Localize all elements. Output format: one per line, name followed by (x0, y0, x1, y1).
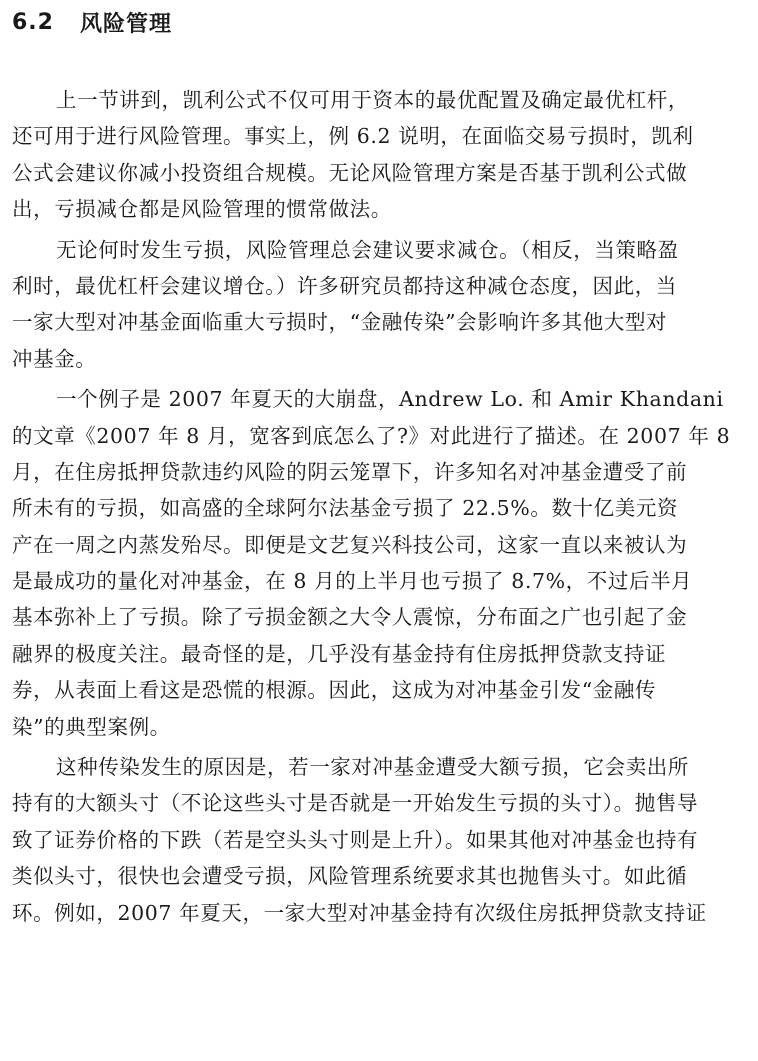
text-line: 公式会建议你减小投资组合规模。无论风险管理方案是否基于凯利公式做 (12, 160, 688, 185)
text-line: 产在一周之内蒸发殆尽。即便是文艺复兴科技公司，这家一直以来被认为 (12, 532, 688, 557)
text-line: 持有的大额头寸（不论这些头寸是否就是一开始发生亏损的头寸）。抛售导 (12, 791, 699, 816)
text-line: 染”的典型案例。 (12, 714, 171, 739)
text-line: 融界的极度关注。最奇怪的是，几乎没有基金持有住房抵押贷款支持证 (12, 641, 667, 666)
paragraph (12, 82, 752, 228)
text-line: 利时，最优杠杆会建议增仓。）许多研究员都持这种减仓态度，因此，当 (12, 273, 677, 298)
text-line: 是最成功的量化对冲基金，在 8 月的上半月也亏损了 8.7%，不过后半月 (12, 569, 693, 594)
text-line: 所未有的亏损，如高盛的全球阿尔法基金亏损了 22.5%。数十亿美元资 (12, 496, 679, 521)
paragraph (12, 381, 752, 745)
paragraph (12, 749, 752, 931)
section-title: 风险管理 (79, 11, 172, 37)
text-line: 上一节讲到，凯利公式不仅可用于资本的最优配置及确定最优杠杆， (56, 88, 689, 112)
text-line: 冲基金。 (12, 346, 97, 371)
section-number: 6.2 (12, 9, 54, 35)
paragraph (12, 232, 752, 378)
text-line: 的文章《2007 年 8 月，宽客到底怎么了?》对此进行了描述。在 2007 年 8 (12, 423, 731, 448)
text-line: 环。例如，2007 年夏天，一家大型对冲基金持有次级住房抵押贷款支持证 (12, 900, 707, 925)
text-line: 一家大型对冲基金面临重大亏损时，“金融传染”会影响许多其他大型对 (12, 310, 668, 335)
text-line: 月，在住房抵押贷款违约风险的阴云笼罩下，许多知名对冲基金遭受了前 (12, 459, 688, 484)
text-line: 券，从表面上看这是恐慌的根源。因此，这成为对冲基金引发“金融传 (12, 678, 657, 703)
text-line: 无论何时发生亏损，风险管理总会建议要求减仓。（相反，当策略盈 (56, 237, 679, 262)
text-line: 类似头寸，很快也会遭受亏损，风险管理系统要求其也抛售头寸。如此循 (12, 864, 688, 889)
text-line: 基本弥补上了亏损。除了亏损金额之大令人震惊，分布面之广也引起了金 (12, 605, 688, 630)
text-line: 致了证券价格的下跌（若是空头头寸则是上升）。如果其他对冲基金也持有 (12, 827, 699, 852)
text-line: 还可用于进行风险管理。事实上，例 6.2 说明，在面临交易亏损时，凯利 (12, 124, 694, 149)
text-line: 出，亏损减仓都是风险管理的惯常做法。 (12, 197, 392, 222)
text-line: 一个例子是 2007 年夏天的大崩盘，Andrew Lo. 和 Amir Khandani (56, 387, 724, 412)
body-text (12, 82, 752, 931)
section-heading (12, 2, 172, 42)
text-line: 这种传染发生的原因是，若一家对冲基金遭受大额亏损，它会卖出所 (56, 755, 689, 780)
